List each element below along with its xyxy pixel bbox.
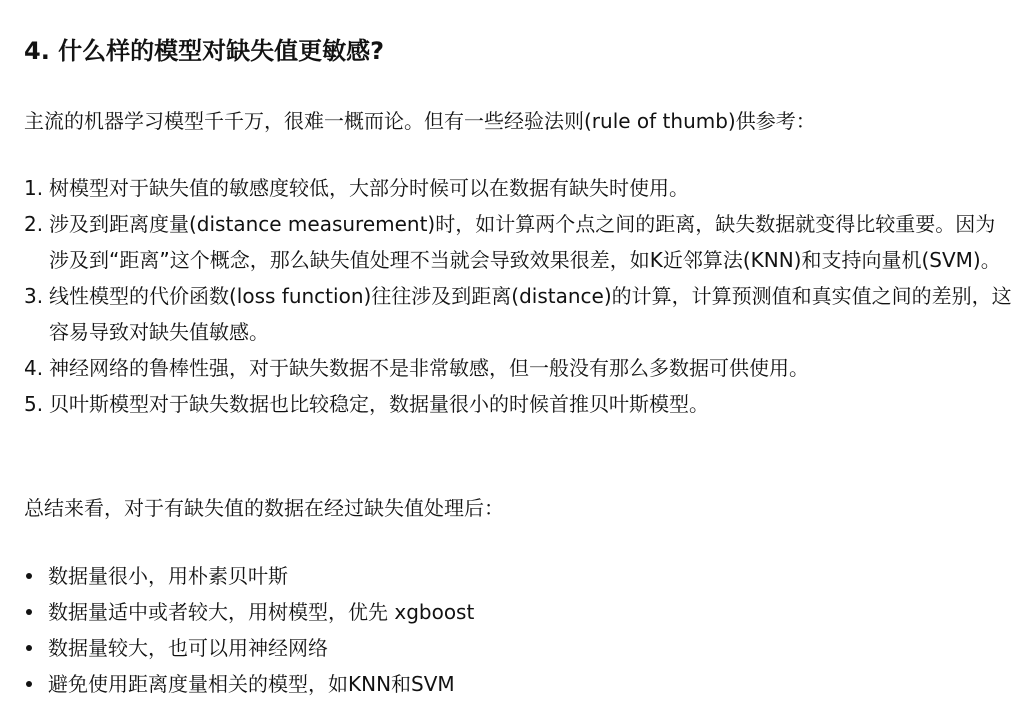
ordered-list bbox=[24, 170, 1014, 422]
bullet-item-text: 数据量较大，也可以用神经网络 bbox=[48, 636, 328, 660]
bullet-list bbox=[24, 558, 1014, 702]
bullet-item-text: 避免使用距离度量相关的模型，如KNN和SVM bbox=[48, 672, 455, 696]
list-item bbox=[24, 386, 1014, 422]
bullet-item bbox=[24, 666, 1014, 702]
list-item-text: 神经网络的鲁棒性强，对于缺失数据不是非常敏感，但一般没有那么多数据可供使用。 bbox=[49, 356, 809, 380]
list-item-text: 线性模型的代价函数(loss function)往往涉及到距离(distance)的计算，计算预测值和真实值之间的差别，这容易导致对缺失值敏感。 bbox=[49, 284, 1012, 344]
bullet-item bbox=[24, 558, 1014, 594]
list-item-text: 树模型对于缺失值的敏感度较低，大部分时候可以在数据有缺失时使用。 bbox=[49, 176, 689, 200]
list-item-number: 5. bbox=[24, 392, 44, 416]
list-item bbox=[24, 170, 1014, 206]
bullet-item bbox=[24, 630, 1014, 666]
section-heading: 4. 什么样的模型对缺失值更敏感? bbox=[24, 37, 385, 65]
list-item bbox=[24, 350, 1014, 386]
list-item-number: 4. bbox=[24, 356, 44, 380]
summary-paragraph: 总结来看，对于有缺失值的数据在经过缺失值处理后： bbox=[24, 496, 504, 520]
bullet-dot-icon bbox=[26, 609, 32, 615]
bullet-item bbox=[24, 594, 1014, 630]
bullet-dot-icon bbox=[26, 645, 32, 651]
list-item bbox=[24, 206, 1014, 278]
list-item-number: 1. bbox=[24, 176, 44, 200]
list-item-text: 涉及到距离度量(distance measurement)时，如计算两个点之间的距离，缺失数据就变得比较重要。因为涉及到“距离”这个概念，那么缺失值处理不当就会导致效果很差，如K近邻算法(KNN)和支持向量机(SVM)。 bbox=[49, 212, 1001, 272]
bullet-dot-icon bbox=[26, 573, 32, 579]
bullet-item-text: 数据量适中或者较大，用树模型，优先 xgboost bbox=[48, 600, 475, 624]
list-item-text: 贝叶斯模型对于缺失数据也比较稳定，数据量很小的时候首推贝叶斯模型。 bbox=[49, 392, 709, 416]
list-item bbox=[24, 278, 1014, 350]
list-item-number: 2. bbox=[24, 212, 44, 236]
bullet-dot-icon bbox=[26, 681, 32, 687]
list-item-number: 3. bbox=[24, 284, 44, 308]
intro-paragraph: 主流的机器学习模型千千万，很难一概而论。但有一些经验法则(rule of thumb)供参考： bbox=[24, 109, 816, 133]
bullet-item-text: 数据量很小，用朴素贝叶斯 bbox=[48, 564, 288, 588]
